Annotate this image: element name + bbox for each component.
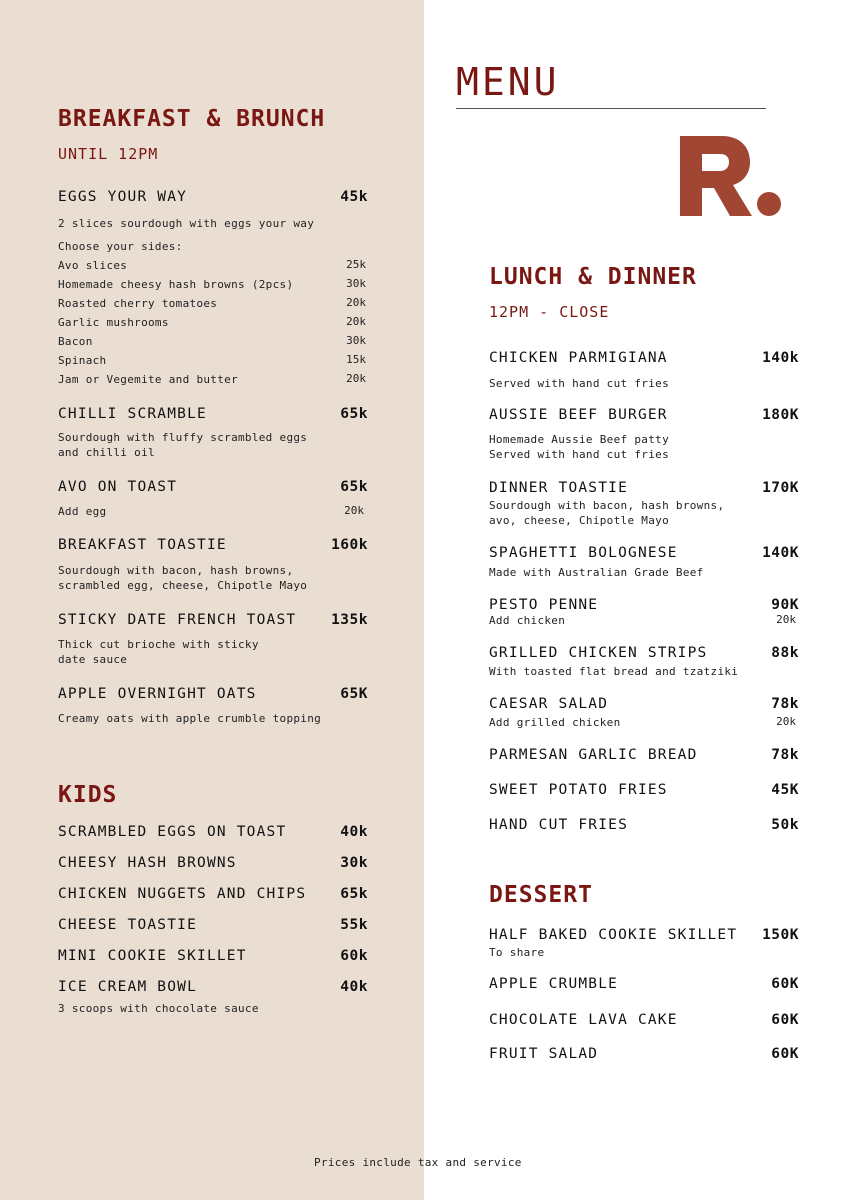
breakfast-title: BREAKFAST & BRUNCH xyxy=(58,106,326,132)
menu-item-price: 65k xyxy=(340,479,368,495)
menu-item-price: 135k xyxy=(331,612,368,628)
menu-item-name: HAND CUT FRIES xyxy=(489,817,629,833)
side-price: 30k xyxy=(346,334,366,347)
menu-item-price: 60K xyxy=(771,1046,799,1062)
menu-item-name: CAESAR SALAD xyxy=(489,696,609,712)
side-price: 30k xyxy=(346,277,366,290)
menu-item-price: 78k xyxy=(771,747,799,763)
side-name: Homemade cheesy hash browns (2pcs) xyxy=(58,278,294,291)
menu-item-name: AUSSIE BEEF BURGER xyxy=(489,407,668,423)
menu-item-description: Add grilled chicken xyxy=(489,716,621,729)
menu-item-name: FRUIT SALAD xyxy=(489,1046,599,1062)
left-panel xyxy=(0,0,424,1200)
menu-item-price: 60K xyxy=(771,976,799,992)
side-price: 20k xyxy=(346,372,366,385)
menu-item-price: 65k xyxy=(340,886,368,902)
menu-item-name: CHEESY HASH BROWNS xyxy=(58,855,237,871)
menu-item-name: STICKY DATE FRENCH TOAST xyxy=(58,612,297,628)
side-price: 20k xyxy=(346,315,366,328)
kids-title: KIDS xyxy=(58,782,118,808)
menu-item-description: To share xyxy=(489,946,545,959)
menu-item-description: Add chicken xyxy=(489,614,566,627)
side-name: Garlic mushrooms xyxy=(58,316,169,329)
menu-item-price: 140k xyxy=(762,350,799,366)
menu-item-description: 2 slices sourdough with eggs your way xyxy=(58,217,315,230)
breakfast-subtitle: UNTIL 12PM xyxy=(58,145,159,163)
lunch-title: LUNCH & DINNER xyxy=(489,264,697,290)
menu-item-price: 78k xyxy=(771,696,799,712)
menu-item-name: AVO ON TOAST xyxy=(58,479,178,495)
menu-item-name: CHICKEN NUGGETS AND CHIPS xyxy=(58,886,307,902)
menu-item-price: 30k xyxy=(340,855,368,871)
menu-item-name: MINI COOKIE SKILLET xyxy=(58,948,247,964)
side-price: 25k xyxy=(346,258,366,271)
menu-item-price: 55k xyxy=(340,917,368,933)
side-name: Bacon xyxy=(58,335,93,348)
menu-item-name: CHILLI SCRAMBLE xyxy=(58,406,207,422)
menu-item-name: ICE CREAM BOWL xyxy=(58,979,198,995)
side-price: 15k xyxy=(346,353,366,366)
menu-item-price: 88k xyxy=(771,645,799,661)
menu-item-description: Add egg xyxy=(58,505,107,518)
menu-item-name: SPAGHETTI BOLOGNESE xyxy=(489,545,678,561)
addon-price: 20k xyxy=(776,715,796,728)
menu-item-name: PESTO PENNE xyxy=(489,597,599,613)
menu-item-name: CHEESE TOASTIE xyxy=(58,917,198,933)
side-name: Roasted cherry tomatoes xyxy=(58,297,218,310)
menu-item-price: 150K xyxy=(762,927,799,943)
menu-item-name: SCRAMBLED EGGS ON TOAST xyxy=(58,824,287,840)
menu-item-name: CHICKEN PARMIGIANA xyxy=(489,350,668,366)
lunch-subtitle: 12PM - CLOSE xyxy=(489,303,610,321)
menu-item-price: 50k xyxy=(771,817,799,833)
menu-item-price: 40k xyxy=(340,824,368,840)
menu-item-name: APPLE OVERNIGHT OATS xyxy=(58,686,257,702)
menu-item-name: HALF BAKED COOKIE SKILLET xyxy=(489,927,738,943)
menu-item-price: 160k xyxy=(331,537,368,553)
menu-title: MENU xyxy=(456,60,560,104)
menu-item-name: SWEET POTATO FRIES xyxy=(489,782,668,798)
side-name: Jam or Vegemite and butter xyxy=(58,373,238,386)
menu-item-name: PARMESAN GARLIC BREAD xyxy=(489,747,698,763)
menu-item-price: 60K xyxy=(771,1012,799,1028)
menu-item-description: Made with Australian Grade Beef xyxy=(489,566,704,579)
menu-item-price: 65K xyxy=(340,686,368,702)
menu-item-description: Sourdough with bacon, hash browns, scrambled egg, cheese, Chipotle Mayo xyxy=(58,564,308,592)
menu-item-description: Thick cut brioche with sticky date sauce xyxy=(58,638,259,666)
menu-item-price: 140K xyxy=(762,545,799,561)
menu-item-price: 65k xyxy=(340,406,368,422)
side-price: 20k xyxy=(346,296,366,309)
dessert-title: DESSERT xyxy=(489,882,593,908)
addon-price: 20k xyxy=(344,504,364,517)
menu-item-price: 180K xyxy=(762,407,799,423)
side-name: Avo slices xyxy=(58,259,128,272)
menu-item-name: DINNER TOASTIE xyxy=(489,480,629,496)
menu-item-price: 90K xyxy=(771,597,799,613)
menu-item-description: Creamy oats with apple crumble topping xyxy=(58,712,322,725)
menu-item-price: 40k xyxy=(340,979,368,995)
menu-item-name: EGGS YOUR WAY xyxy=(58,189,188,205)
menu-item-description: 3 scoops with chocolate sauce xyxy=(58,1002,259,1015)
sides-label: Choose your sides: xyxy=(58,240,183,253)
footer-note: Prices include tax and service xyxy=(314,1156,522,1169)
menu-item-description: With toasted flat bread and tzatziki xyxy=(489,665,739,678)
title-rule xyxy=(456,108,766,109)
menu-item-name: GRILLED CHICKEN STRIPS xyxy=(489,645,708,661)
menu-item-description: Sourdough with bacon, hash browns, avo, cheese, Chipotle Mayo xyxy=(489,499,725,527)
menu-item-price: 60k xyxy=(340,948,368,964)
menu-item-price: 45k xyxy=(340,189,368,205)
logo-r-icon xyxy=(676,134,786,220)
menu-item-description: Sourdough with fluffy scrambled eggs and chilli oil xyxy=(58,431,308,459)
menu-item-name: BREAKFAST TOASTIE xyxy=(58,537,227,553)
menu-item-name: APPLE CRUMBLE xyxy=(489,976,619,992)
menu-item-description: Homemade Aussie Beef patty Served with hand cut fries xyxy=(489,433,669,461)
addon-price: 20k xyxy=(776,613,796,626)
menu-item-description: Served with hand cut fries xyxy=(489,377,669,390)
menu-item-name: CHOCOLATE LAVA CAKE xyxy=(489,1012,678,1028)
side-name: Spinach xyxy=(58,354,107,367)
menu-item-price: 170K xyxy=(762,480,799,496)
menu-item-price: 45K xyxy=(771,782,799,798)
